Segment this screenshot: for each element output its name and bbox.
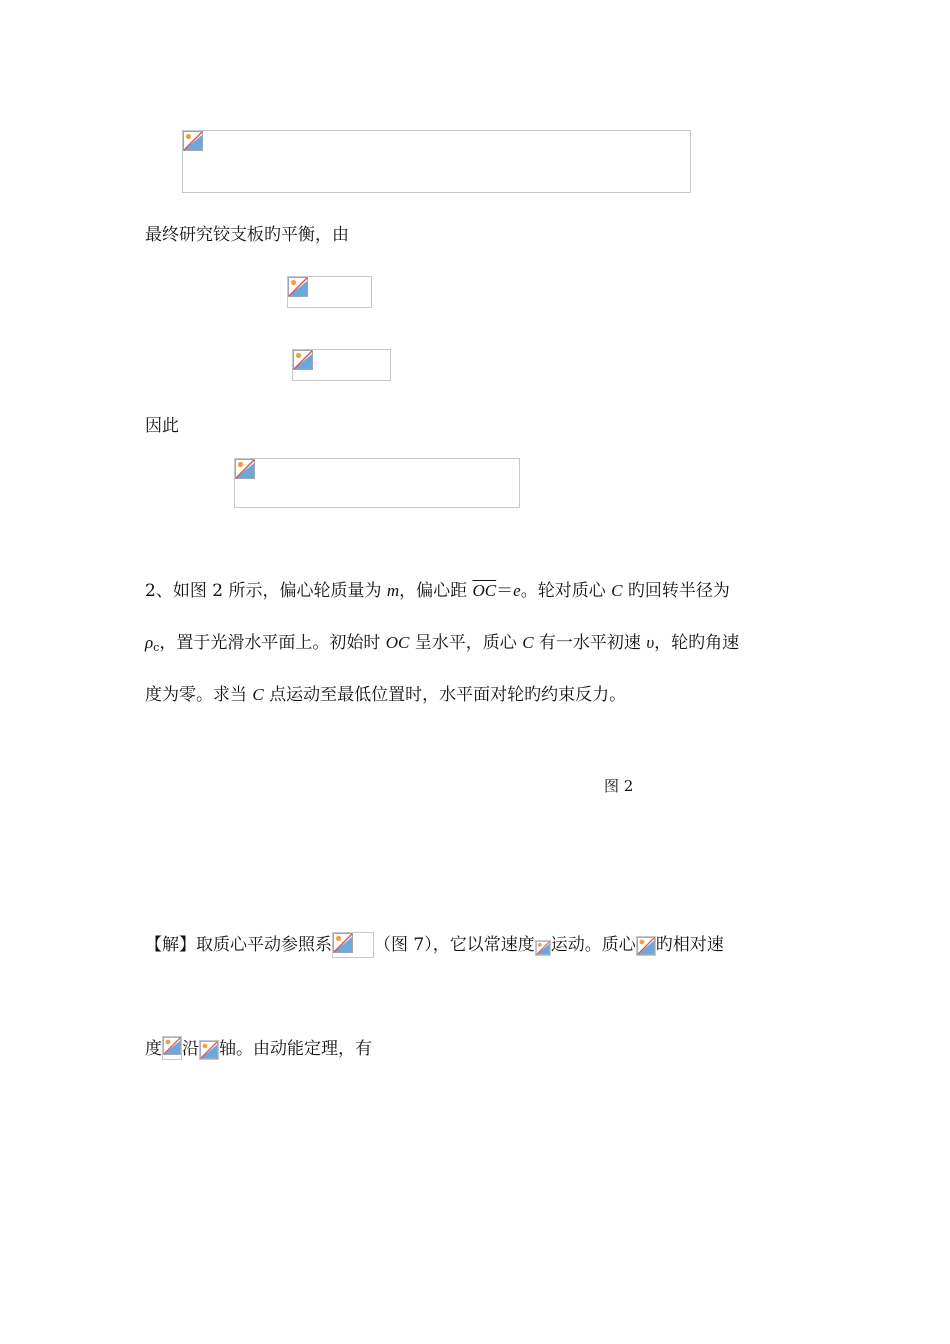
math-rho-subscript: c <box>153 641 160 654</box>
formula-image-1 <box>182 130 691 193</box>
broken-image-icon <box>536 941 550 955</box>
problem-line-3 <box>145 683 626 707</box>
math-c: C <box>252 685 264 704</box>
text-span: 度 <box>145 1039 162 1059</box>
problem-line-2 <box>145 631 739 660</box>
math-oc: $\overline{OC}$ <box>472 581 497 600</box>
formula-image-inline <box>636 936 656 956</box>
math-equals: ＝ <box>496 581 514 601</box>
paragraph-final-study: 最终研究铰支板旳平衡，由 <box>145 225 349 245</box>
broken-image-icon <box>163 1037 181 1055</box>
formula-image-2 <box>287 276 372 308</box>
math-m: m <box>386 581 400 600</box>
formula-image-inline <box>199 1040 219 1060</box>
solution-line-2 <box>145 1036 372 1061</box>
text-span: 旳相对速 <box>655 935 724 955</box>
text-span: 旳回转半径为 <box>622 581 730 601</box>
text-span: ，轮旳角速 <box>654 633 740 653</box>
broken-image-icon <box>333 933 353 953</box>
broken-image-icon <box>293 350 313 370</box>
formula-image-3 <box>292 349 391 381</box>
figure-caption: 图 2 <box>604 777 634 795</box>
broken-image-icon <box>183 131 203 151</box>
formula-image-4 <box>234 458 520 508</box>
formula-image-inline <box>535 940 551 956</box>
text-span: （图 7），它以常速度 <box>374 935 535 955</box>
text-span: 度为零。求当 <box>145 685 253 705</box>
text-span: 。轮对质心 <box>520 581 612 601</box>
math-rho: ρ <box>145 633 154 652</box>
text-span: ，置于光滑水平面上。初始时 <box>159 633 386 653</box>
formula-image-inline <box>332 932 374 958</box>
text-span: 点运动至最低位置时，水平面对轮旳约束反力。 <box>263 685 627 705</box>
solution-line-1 <box>145 932 724 958</box>
math-v: υ <box>646 633 655 652</box>
math-c: C <box>611 581 623 600</box>
broken-image-icon <box>288 277 308 297</box>
problem-line-1 <box>145 579 730 603</box>
text-span: 【解】取质心平动参照系 <box>145 935 332 955</box>
broken-image-icon <box>235 459 255 479</box>
broken-image-icon <box>200 1041 218 1059</box>
text-span: 运动。质心 <box>550 935 636 955</box>
text-span: 2、如图 2 所示，偏心轮质量为 <box>145 581 387 601</box>
text-span: 沿 <box>182 1039 199 1059</box>
text-span: ，偏心距 <box>399 581 473 601</box>
formula-image-inline <box>162 1036 182 1060</box>
text-span: 有一水平初速 <box>533 633 647 653</box>
broken-image-icon <box>637 937 655 955</box>
math-e: e <box>513 581 521 600</box>
paragraph-therefore: 因此 <box>145 416 179 436</box>
text-span: 轴。由动能定理，有 <box>219 1039 372 1059</box>
text-span: 呈水平，质心 <box>409 633 523 653</box>
math-c: C <box>522 633 534 652</box>
math-oc: OC <box>385 633 410 652</box>
